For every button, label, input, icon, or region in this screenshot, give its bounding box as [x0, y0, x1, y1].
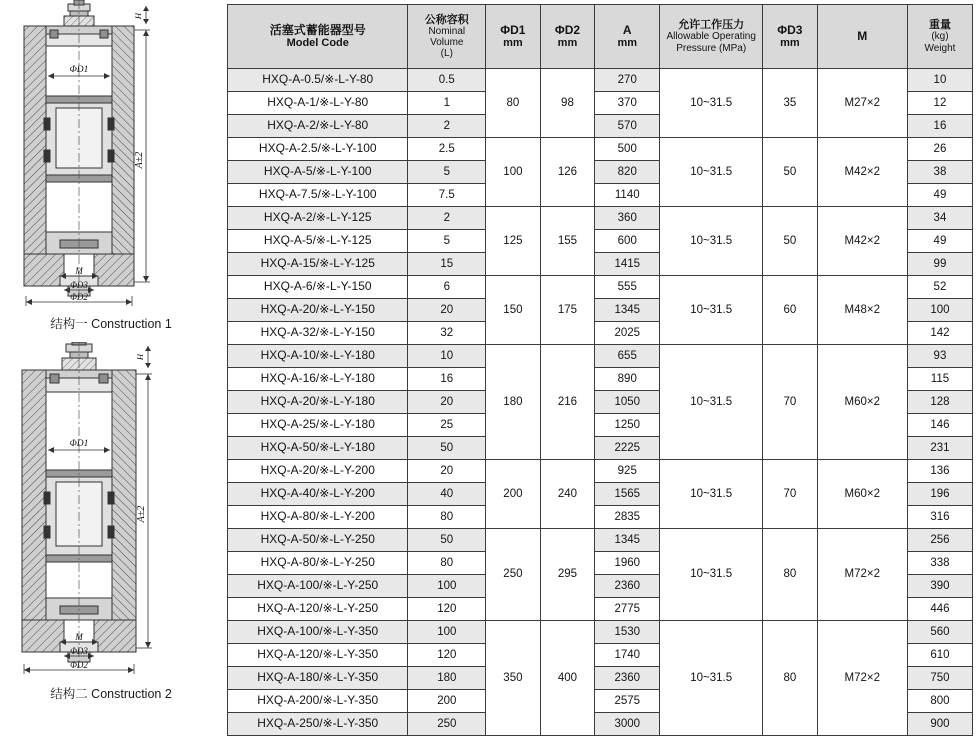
cell-a: 1415 [595, 253, 660, 276]
cell-d2: 155 [540, 207, 595, 276]
cell-d1: 100 [486, 138, 541, 207]
header-d2-cn: ΦD2 [554, 22, 581, 37]
cell-weight: 38 [907, 161, 972, 184]
label-phi-d2-fig2: ΦD2 [70, 660, 88, 670]
cell-a: 890 [595, 368, 660, 391]
cell-model: HXQ-A-25/※-L-Y-180 [228, 414, 408, 437]
cell-d1: 180 [486, 345, 541, 460]
cell-m: M72×2 [817, 621, 907, 736]
cell-d3: 60 [763, 276, 818, 345]
cell-model: HXQ-A-100/※-L-Y-350 [228, 621, 408, 644]
cell-d3: 70 [763, 345, 818, 460]
cell-a: 1050 [595, 391, 660, 414]
cell-volume: 200 [408, 690, 486, 713]
header-model-cn: 活塞式蓄能器型号 [269, 22, 366, 37]
header-model [228, 5, 408, 69]
cell-model: HXQ-A-120/※-L-Y-350 [228, 644, 408, 667]
cell-a: 2025 [595, 322, 660, 345]
cell-pressure: 10~31.5 [660, 621, 763, 736]
cell-a: 655 [595, 345, 660, 368]
table-row [228, 69, 973, 92]
cell-model: HXQ-A-250/※-L-Y-350 [228, 713, 408, 736]
cell-a: 600 [595, 230, 660, 253]
cell-model: HXQ-A-0.5/※-L-Y-80 [228, 69, 408, 92]
cell-volume: 100 [408, 575, 486, 598]
cell-pressure: 10~31.5 [660, 345, 763, 460]
cell-a: 925 [595, 460, 660, 483]
cell-m: M72×2 [817, 529, 907, 621]
cell-model: HXQ-A-5/※-L-Y-100 [228, 161, 408, 184]
drawing-construction-2 [0, 342, 222, 702]
cell-weight: 256 [907, 529, 972, 552]
cell-weight: 316 [907, 506, 972, 529]
cell-model: HXQ-A-7.5/※-L-Y-100 [228, 184, 408, 207]
cell-m: M48×2 [817, 276, 907, 345]
header-a [595, 5, 660, 69]
cell-weight: 390 [907, 575, 972, 598]
label-m-fig1: M [75, 266, 83, 276]
cell-weight: 231 [907, 437, 972, 460]
header-pressure-cn: 允许工作压力 [678, 19, 745, 32]
cell-d1: 250 [486, 529, 541, 621]
header-d1 [486, 5, 541, 69]
cell-a: 1140 [595, 184, 660, 207]
cell-model: HXQ-A-2/※-L-Y-125 [228, 207, 408, 230]
label-h-fig1: H [133, 12, 143, 20]
cell-volume: 180 [408, 667, 486, 690]
header-weight-cn: 重量 [928, 19, 951, 32]
table-row [228, 529, 973, 552]
drawing-construction-1 [0, 0, 222, 332]
header-weight-en: Weight [924, 42, 956, 54]
cell-volume: 5 [408, 161, 486, 184]
cell-d3: 35 [763, 69, 818, 138]
cell-a: 570 [595, 115, 660, 138]
cell-model: HXQ-A-16/※-L-Y-180 [228, 368, 408, 391]
drawings-column [0, 0, 222, 711]
cell-a: 1250 [595, 414, 660, 437]
label-a-fig1: A±2 [134, 151, 145, 169]
cell-model: HXQ-A-10/※-L-Y-180 [228, 345, 408, 368]
cell-weight: 338 [907, 552, 972, 575]
table-row [228, 621, 973, 644]
cell-weight: 100 [907, 299, 972, 322]
cell-a: 360 [595, 207, 660, 230]
table-row [228, 345, 973, 368]
cell-volume: 100 [408, 621, 486, 644]
cell-a: 270 [595, 69, 660, 92]
cell-weight: 146 [907, 414, 972, 437]
table-row [228, 276, 973, 299]
cell-a: 1960 [595, 552, 660, 575]
header-m [817, 5, 907, 69]
cell-model: HXQ-A-20/※-L-Y-200 [228, 460, 408, 483]
cell-d2: 98 [540, 69, 595, 138]
cell-a: 2775 [595, 598, 660, 621]
cell-model: HXQ-A-100/※-L-Y-250 [228, 575, 408, 598]
cell-volume: 5 [408, 230, 486, 253]
cell-volume: 32 [408, 322, 486, 345]
cell-m: M60×2 [817, 460, 907, 529]
header-volume [408, 5, 486, 69]
header-d2-unit: mm [557, 37, 578, 50]
label-a-fig2: A±2 [136, 505, 147, 523]
cell-m: M42×2 [817, 207, 907, 276]
cell-weight: 610 [907, 644, 972, 667]
table-body [228, 69, 973, 736]
table-header [228, 5, 973, 69]
cell-model: HXQ-A-15/※-L-Y-125 [228, 253, 408, 276]
cell-weight: 136 [907, 460, 972, 483]
header-volume-unit: (L) [440, 48, 453, 60]
cell-pressure: 10~31.5 [660, 207, 763, 276]
cell-weight: 93 [907, 345, 972, 368]
cell-pressure: 10~31.5 [660, 276, 763, 345]
cell-volume: 16 [408, 368, 486, 391]
label-h-fig2: H [135, 353, 145, 361]
cell-volume: 50 [408, 529, 486, 552]
cell-model: HXQ-A-20/※-L-Y-180 [228, 391, 408, 414]
cell-d3: 50 [763, 138, 818, 207]
cell-model: HXQ-A-1/※-L-Y-80 [228, 92, 408, 115]
cell-volume: 120 [408, 644, 486, 667]
cell-a: 2575 [595, 690, 660, 713]
caption-construction-2: 结构二 Construction 2 [50, 687, 172, 701]
cell-d3: 70 [763, 460, 818, 529]
cell-volume: 10 [408, 345, 486, 368]
cell-weight: 800 [907, 690, 972, 713]
cell-model: HXQ-A-120/※-L-Y-250 [228, 598, 408, 621]
cell-volume: 80 [408, 552, 486, 575]
cell-a: 2360 [595, 575, 660, 598]
cell-d2: 126 [540, 138, 595, 207]
cell-d2: 216 [540, 345, 595, 460]
cell-volume: 7.5 [408, 184, 486, 207]
cell-a: 555 [595, 276, 660, 299]
cell-model: HXQ-A-200/※-L-Y-350 [228, 690, 408, 713]
cell-d3: 80 [763, 621, 818, 736]
table-row [228, 207, 973, 230]
header-weight [907, 5, 972, 69]
label-phi-d2-fig1: ΦD2 [70, 292, 88, 302]
cell-volume: 1 [408, 92, 486, 115]
label-phi-d1-fig2: ΦD1 [69, 439, 89, 449]
cell-pressure: 10~31.5 [660, 460, 763, 529]
cell-model: HXQ-A-80/※-L-Y-200 [228, 506, 408, 529]
cell-volume: 20 [408, 460, 486, 483]
cell-volume: 25 [408, 414, 486, 437]
cell-a: 820 [595, 161, 660, 184]
cell-weight: 99 [907, 253, 972, 276]
cell-volume: 2.5 [408, 138, 486, 161]
header-volume-cn: 公称容积 [424, 13, 469, 26]
cell-volume: 250 [408, 713, 486, 736]
cell-d3: 50 [763, 207, 818, 276]
cell-d1: 200 [486, 460, 541, 529]
header-d3-cn: ΦD3 [777, 22, 803, 37]
label-m-fig2: M [75, 632, 83, 642]
cell-a: 3000 [595, 713, 660, 736]
cell-volume: 120 [408, 598, 486, 621]
cell-model: HXQ-A-6/※-L-Y-150 [228, 276, 408, 299]
cell-volume: 20 [408, 299, 486, 322]
cell-a: 1530 [595, 621, 660, 644]
cell-model: HXQ-A-2.5/※-L-Y-100 [228, 138, 408, 161]
cell-weight: 12 [907, 92, 972, 115]
header-d2 [540, 5, 595, 69]
cell-model: HXQ-A-2/※-L-Y-80 [228, 115, 408, 138]
cell-d1: 125 [486, 207, 541, 276]
cell-pressure: 10~31.5 [660, 529, 763, 621]
cell-weight: 16 [907, 115, 972, 138]
cell-weight: 34 [907, 207, 972, 230]
cell-m: M42×2 [817, 138, 907, 207]
cell-model: HXQ-A-50/※-L-Y-250 [228, 529, 408, 552]
cell-volume: 2 [408, 115, 486, 138]
accumulator-cross-section-1 [4, 0, 218, 312]
cell-volume: 0.5 [408, 69, 486, 92]
cell-d3: 80 [763, 529, 818, 621]
cell-d2: 175 [540, 276, 595, 345]
caption-construction-1: 结构一 Construction 1 [50, 317, 172, 331]
cell-a: 370 [595, 92, 660, 115]
cell-model: HXQ-A-80/※-L-Y-250 [228, 552, 408, 575]
header-d1-cn: ΦD1 [500, 22, 526, 37]
cell-a: 2835 [595, 506, 660, 529]
cell-d1: 80 [486, 69, 541, 138]
cell-model: HXQ-A-5/※-L-Y-125 [228, 230, 408, 253]
cell-weight: 560 [907, 621, 972, 644]
header-weight-unit: (kg) [931, 31, 949, 43]
cell-volume: 2 [408, 207, 486, 230]
cell-weight: 750 [907, 667, 972, 690]
cell-weight: 49 [907, 230, 972, 253]
cell-pressure: 10~31.5 [660, 138, 763, 207]
cell-model: HXQ-A-32/※-L-Y-150 [228, 322, 408, 345]
cell-weight: 10 [907, 69, 972, 92]
cell-pressure: 10~31.5 [660, 69, 763, 138]
cell-volume: 50 [408, 437, 486, 460]
cell-a: 500 [595, 138, 660, 161]
header-pressure [660, 5, 763, 69]
cell-weight: 128 [907, 391, 972, 414]
cell-d2: 400 [540, 621, 595, 736]
label-phi-d3-fig2: ΦD3 [70, 646, 88, 656]
cell-volume: 80 [408, 506, 486, 529]
cell-weight: 26 [907, 138, 972, 161]
cell-a: 2225 [595, 437, 660, 460]
cell-weight: 196 [907, 483, 972, 506]
cell-volume: 20 [408, 391, 486, 414]
table-row [228, 460, 973, 483]
header-d3-unit: mm [780, 37, 800, 50]
specification-table-wrapper [227, 4, 973, 736]
cell-model: HXQ-A-50/※-L-Y-180 [228, 437, 408, 460]
cell-d1: 150 [486, 276, 541, 345]
header-volume-en: Nominal Volume [428, 25, 466, 49]
table-row [228, 138, 973, 161]
cell-weight: 142 [907, 322, 972, 345]
header-m-cn: M [857, 28, 868, 43]
header-a-cn: A [622, 22, 632, 37]
cell-model: HXQ-A-20/※-L-Y-150 [228, 299, 408, 322]
cell-weight: 115 [907, 368, 972, 391]
label-phi-d3-fig1: ΦD3 [70, 280, 88, 290]
label-phi-d1-fig1: ΦD1 [69, 65, 89, 75]
cell-a: 1345 [595, 299, 660, 322]
cell-weight: 49 [907, 184, 972, 207]
cell-d2: 240 [540, 460, 595, 529]
cell-model: HXQ-A-180/※-L-Y-350 [228, 667, 408, 690]
cell-volume: 15 [408, 253, 486, 276]
cell-a: 1345 [595, 529, 660, 552]
cell-a: 1740 [595, 644, 660, 667]
cell-model: HXQ-A-40/※-L-Y-200 [228, 483, 408, 506]
header-d3 [763, 5, 818, 69]
cell-weight: 446 [907, 598, 972, 621]
cell-volume: 6 [408, 276, 486, 299]
header-a-unit: mm [617, 37, 638, 50]
header-model-en: Model Code [286, 37, 349, 50]
header-pressure-en: Allowable Operating Pressure (MPa) [666, 31, 756, 54]
cell-a: 2360 [595, 667, 660, 690]
cell-weight: 900 [907, 713, 972, 736]
cell-d2: 295 [540, 529, 595, 621]
specification-table [227, 4, 973, 736]
accumulator-cross-section-2 [4, 342, 218, 682]
cell-d1: 350 [486, 621, 541, 736]
cell-weight: 52 [907, 276, 972, 299]
cell-m: M27×2 [817, 69, 907, 138]
header-d1-unit: mm [503, 37, 523, 50]
cell-volume: 40 [408, 483, 486, 506]
cell-a: 1565 [595, 483, 660, 506]
cell-m: M60×2 [817, 345, 907, 460]
